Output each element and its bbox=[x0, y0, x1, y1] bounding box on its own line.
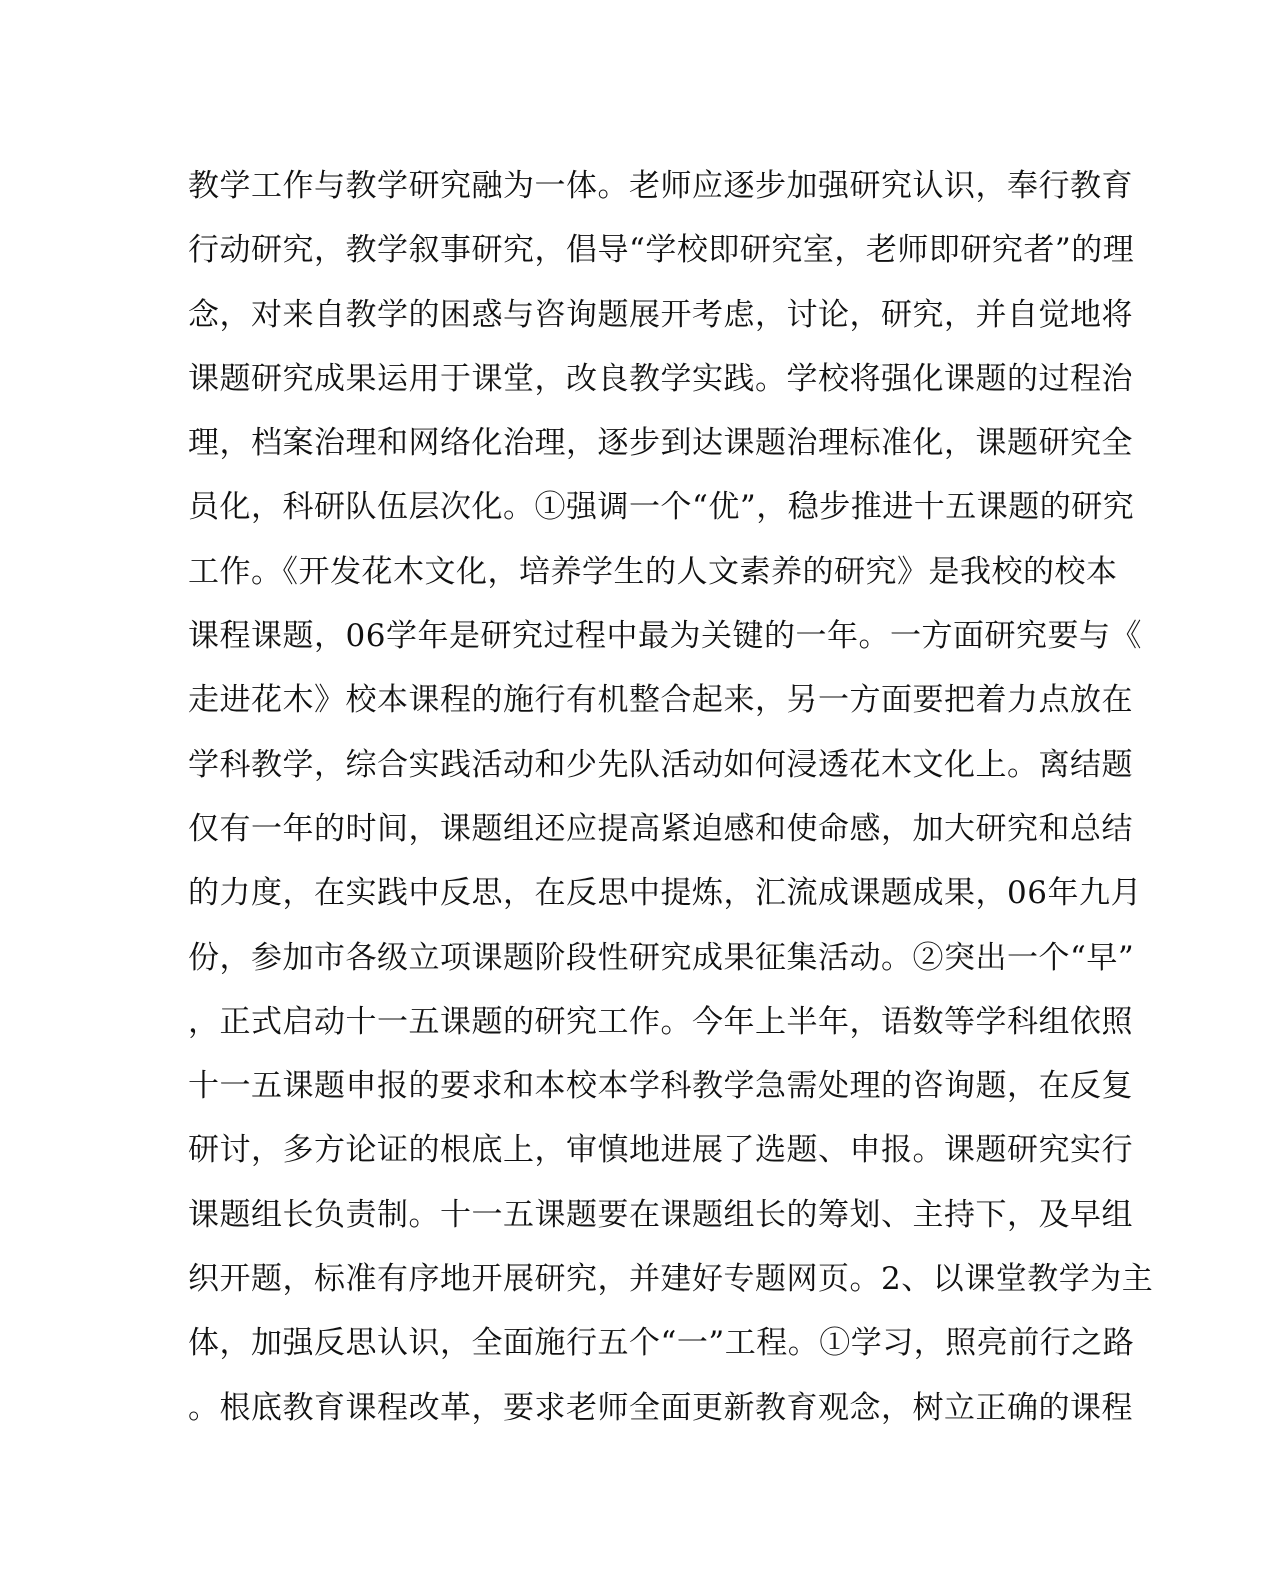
text-line-6: 员化，科研队伍层次化。①强调一个“优”，稳步推进十五课题的研究 bbox=[188, 489, 1135, 526]
text-line-11: 仅有一年的时间，课题组还应提高紧迫感和使命感，加大研究和总结 bbox=[188, 810, 1133, 847]
text-line-20: 。根底教育课程改革，要求老师全面更新教育观念，树立正确的课程 bbox=[188, 1389, 1133, 1426]
text-line-7: 工作。《开发花木文化，培养学生的人文素养的研究》是我校的校本 bbox=[188, 553, 1118, 590]
text-line-10: 学科教学，综合实践活动和少先队活动如何浸透花木文化上。离结题 bbox=[188, 746, 1133, 783]
text-line-18: 织开题，标准有序地开展研究，并建好专题网页。2、以课堂教学为主 bbox=[188, 1261, 1154, 1298]
text-line-5: 理，档案治理和网络化治理，逐步到达课题治理标准化，课题研究全 bbox=[188, 425, 1133, 462]
text-line-13: 份，参加市各级立项课题阶段性研究成果征集活动。②突出一个“早” bbox=[188, 939, 1135, 976]
text-line-3: 念，对来自教学的困惑与咨询题展开考虑，讨论，研究，并自觉地将 bbox=[188, 296, 1133, 333]
text-line-1: 教学工作与教学研究融为一体。老师应逐步加强研究认识，奉行教育 bbox=[188, 168, 1133, 204]
text-line-12: 的力度，在实践中反思，在反思中提炼，汇流成课题成果，06年九月 bbox=[188, 875, 1142, 912]
text-line-2: 行动研究，教学叙事研究，倡导“学校即研究室，老师即研究者”的理 bbox=[188, 232, 1135, 269]
body-text bbox=[188, 154, 1154, 1440]
text-line-9: 走进花木》校本课程的施行有机整合起来，另一方面要把着力点放在 bbox=[188, 682, 1133, 719]
text-line-17: 课题组长负责制。十一五课题要在课题组长的筹划、主持下，及早组 bbox=[188, 1196, 1133, 1233]
text-line-8: 课程课题，06学年是研究过程中最为关键的一年。一方面研究要与《 bbox=[188, 618, 1142, 655]
text-line-4: 课题研究成果运用于课堂，改良教学实践。学校将强化课题的过程治 bbox=[188, 360, 1133, 397]
text-line-16: 研讨，多方论证的根底上，审慎地进展了选题、申报。课题研究实行 bbox=[188, 1132, 1133, 1169]
text-line-14: ，正式启动十一五课题的研究工作。今年上半年，语数等学科组依照 bbox=[188, 1003, 1133, 1040]
text-line-15: 十一五课题申报的要求和本校本学科教学急需处理的咨询题，在反复 bbox=[188, 1068, 1133, 1105]
text-line-19: 体，加强反思认识，全面施行五个“一”工程。①学习，照亮前行之路 bbox=[188, 1325, 1135, 1362]
